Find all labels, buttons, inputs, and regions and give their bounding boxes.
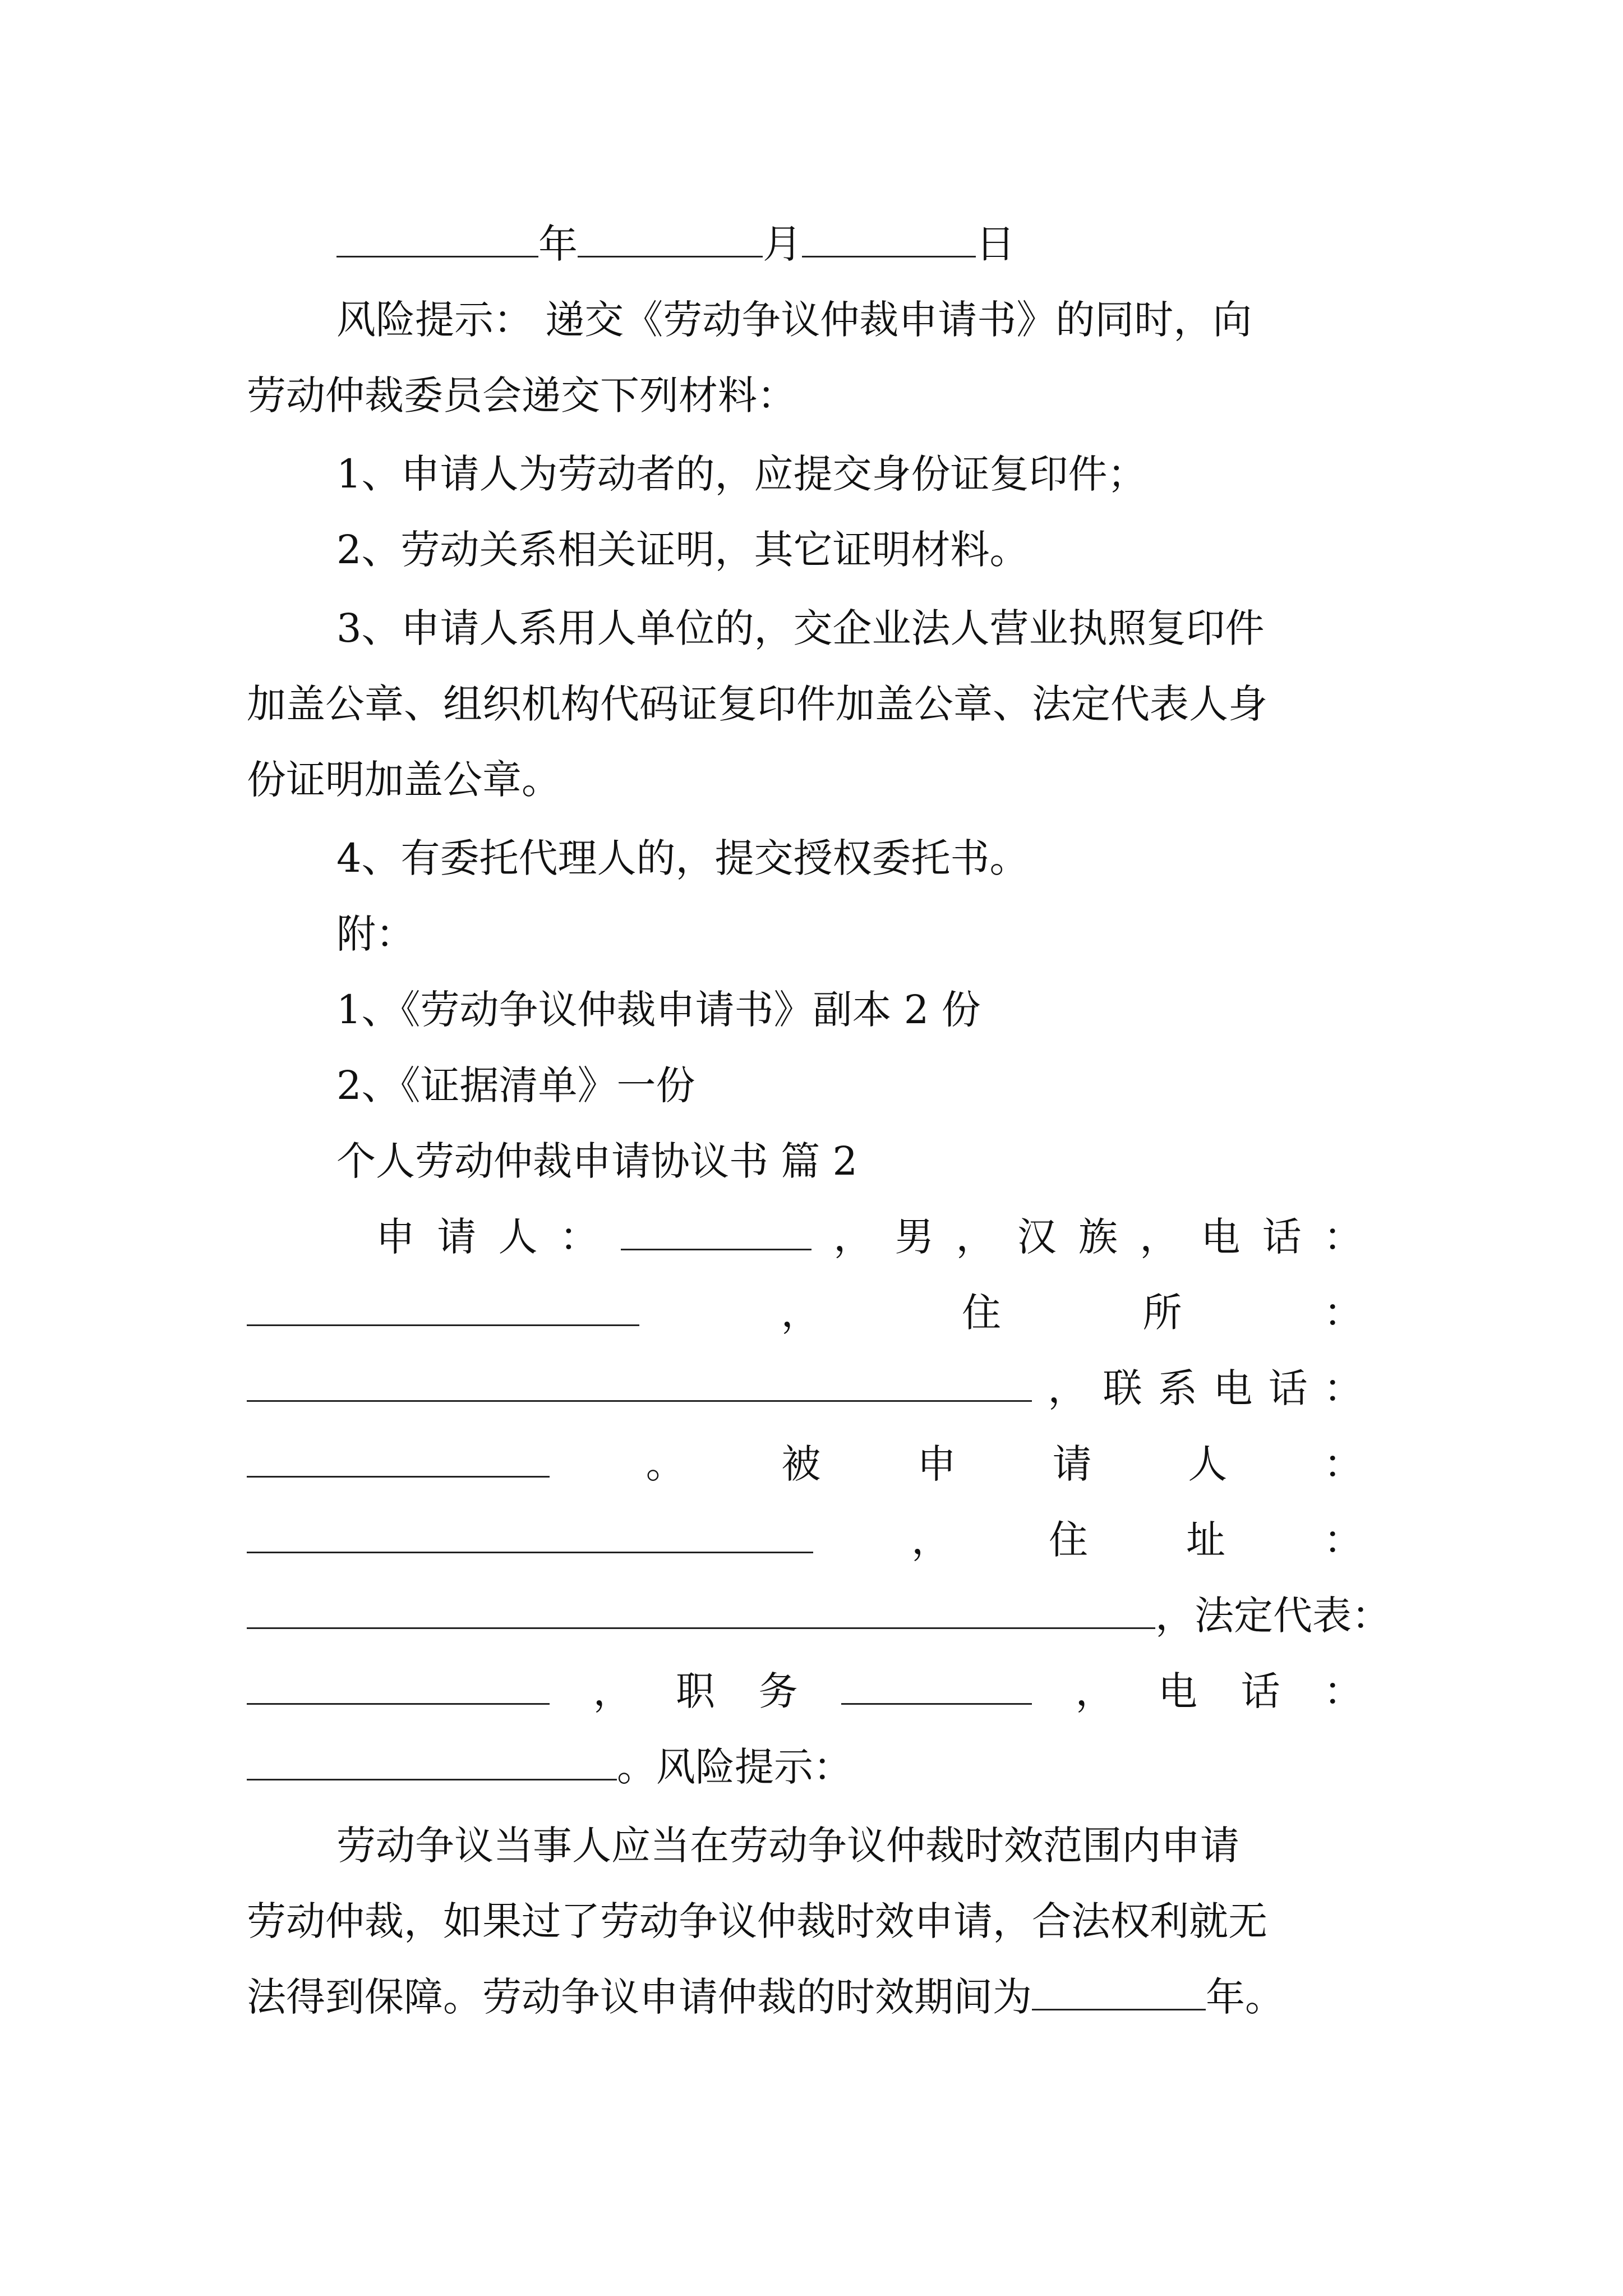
- contact-phone-blank[interactable]: [247, 1441, 550, 1478]
- char: ，: [911, 1517, 951, 1563]
- char: 话: [1262, 1214, 1302, 1260]
- char: 话: [1241, 1668, 1280, 1714]
- char: 族: [1078, 1214, 1118, 1260]
- char: 所: [1142, 1290, 1182, 1336]
- char: 务: [758, 1668, 798, 1714]
- year-label: 年: [538, 221, 578, 267]
- char: ：: [1324, 1517, 1363, 1563]
- char: ，: [1048, 1365, 1087, 1411]
- char: 汉: [1017, 1214, 1057, 1260]
- char: 电: [1201, 1214, 1241, 1260]
- char: ：: [559, 1214, 599, 1260]
- item-3-line2: 加盖公章、组织机构代码证复印件加盖公章、法定代表人身: [247, 681, 1267, 727]
- char: 人: [1188, 1441, 1228, 1487]
- char: ：: [1324, 1668, 1363, 1714]
- day-label: 日: [976, 221, 1015, 267]
- item-2: 2、劳动关系相关证明，其它证明材料。: [336, 527, 1029, 573]
- attachment-label: 附：: [336, 911, 415, 957]
- rep-phone-blank[interactable]: [247, 1744, 617, 1780]
- char: 住: [1049, 1517, 1088, 1563]
- char: 系: [1158, 1365, 1197, 1411]
- year-blank[interactable]: [336, 221, 538, 257]
- respondent-row: [247, 1439, 1363, 1489]
- position-row: [247, 1666, 1363, 1717]
- position-blank[interactable]: [841, 1668, 1032, 1705]
- item-4: 4、有委托代理人的，提交授权委托书。: [336, 835, 1029, 881]
- char: 请: [437, 1214, 477, 1260]
- residence-row: [247, 1287, 1363, 1338]
- risk-tail-row: [247, 1742, 852, 1792]
- char: ：: [1324, 1290, 1363, 1336]
- char: ：: [1323, 1441, 1363, 1487]
- closing-line1: 劳动争议当事人应当在劳动争议仲裁时效范围内申请: [336, 1823, 1239, 1869]
- char: 址: [1186, 1517, 1225, 1563]
- char: 话: [1268, 1365, 1308, 1411]
- applicant-row: [376, 1212, 1363, 1262]
- char: ，: [1075, 1668, 1115, 1714]
- char: ，: [833, 1214, 873, 1260]
- risk-tail-label: 。风险提示：: [617, 1744, 852, 1790]
- item-3-line3: 份证明加盖公章。: [247, 757, 561, 803]
- respondent-blank[interactable]: [247, 1517, 813, 1553]
- char: 人: [498, 1214, 538, 1260]
- period-blank[interactable]: [1032, 1974, 1206, 2010]
- attachment-1: 1、《劳动争议仲裁申请书》副本 2 份: [336, 987, 981, 1033]
- legal-rep-row: [247, 1590, 1391, 1641]
- char: ，: [781, 1290, 820, 1336]
- char: 联: [1103, 1365, 1142, 1411]
- char: ：: [1323, 1365, 1363, 1411]
- char: 职: [676, 1668, 715, 1714]
- section-title: 个人劳动仲裁申请协议书 篇 2: [336, 1138, 858, 1184]
- closing-line3: [247, 1972, 1284, 2022]
- residence-blank[interactable]: [247, 1365, 1032, 1402]
- month-blank[interactable]: [578, 221, 763, 257]
- closing-line3-text: 法得到保障。劳动争议申请仲裁的时效期间为: [247, 1974, 1032, 2020]
- legal-rep-blank[interactable]: [247, 1668, 550, 1705]
- closing-line2: 劳动仲裁，如果过了劳动争议仲裁时效申请，合法权利就无: [247, 1898, 1267, 1944]
- legal-rep-label: ，法定代表：: [1155, 1593, 1391, 1639]
- char: ：: [1323, 1214, 1363, 1260]
- char: ，: [1140, 1214, 1179, 1260]
- date-line: [336, 219, 1015, 269]
- char: 被: [781, 1441, 821, 1487]
- attachment-2: 2、《证据清单》一份: [336, 1062, 695, 1108]
- char: ，: [593, 1668, 633, 1714]
- risk-intro-line1: 风险提示： 递交《劳动争议仲裁申请书》的同时，向: [336, 297, 1252, 343]
- char: 申: [916, 1441, 956, 1487]
- char: 申: [376, 1214, 415, 1260]
- month-label: 月: [763, 221, 802, 267]
- address-blank[interactable]: [247, 1593, 1155, 1629]
- phone-blank[interactable]: [247, 1290, 639, 1326]
- char: 住: [962, 1290, 1001, 1336]
- applicant-name-blank[interactable]: [621, 1214, 811, 1250]
- char: 电: [1158, 1668, 1197, 1714]
- contact-row: [247, 1363, 1363, 1414]
- risk-intro-line2: 劳动仲裁委员会递交下列材料：: [247, 372, 796, 418]
- char: 男: [895, 1214, 934, 1260]
- item-1: 1、申请人为劳动者的，应提交身份证复印件；: [336, 451, 1147, 497]
- address-row: [247, 1515, 1363, 1565]
- char: 电: [1213, 1365, 1253, 1411]
- char: 请: [1052, 1441, 1092, 1487]
- char: ，: [956, 1214, 995, 1260]
- char: 。: [645, 1441, 685, 1487]
- closing-line3-end: 年。: [1206, 1974, 1284, 2020]
- item-3-line1: 3、申请人系用人单位的，交企业法人营业执照复印件: [336, 605, 1265, 651]
- day-blank[interactable]: [802, 221, 976, 257]
